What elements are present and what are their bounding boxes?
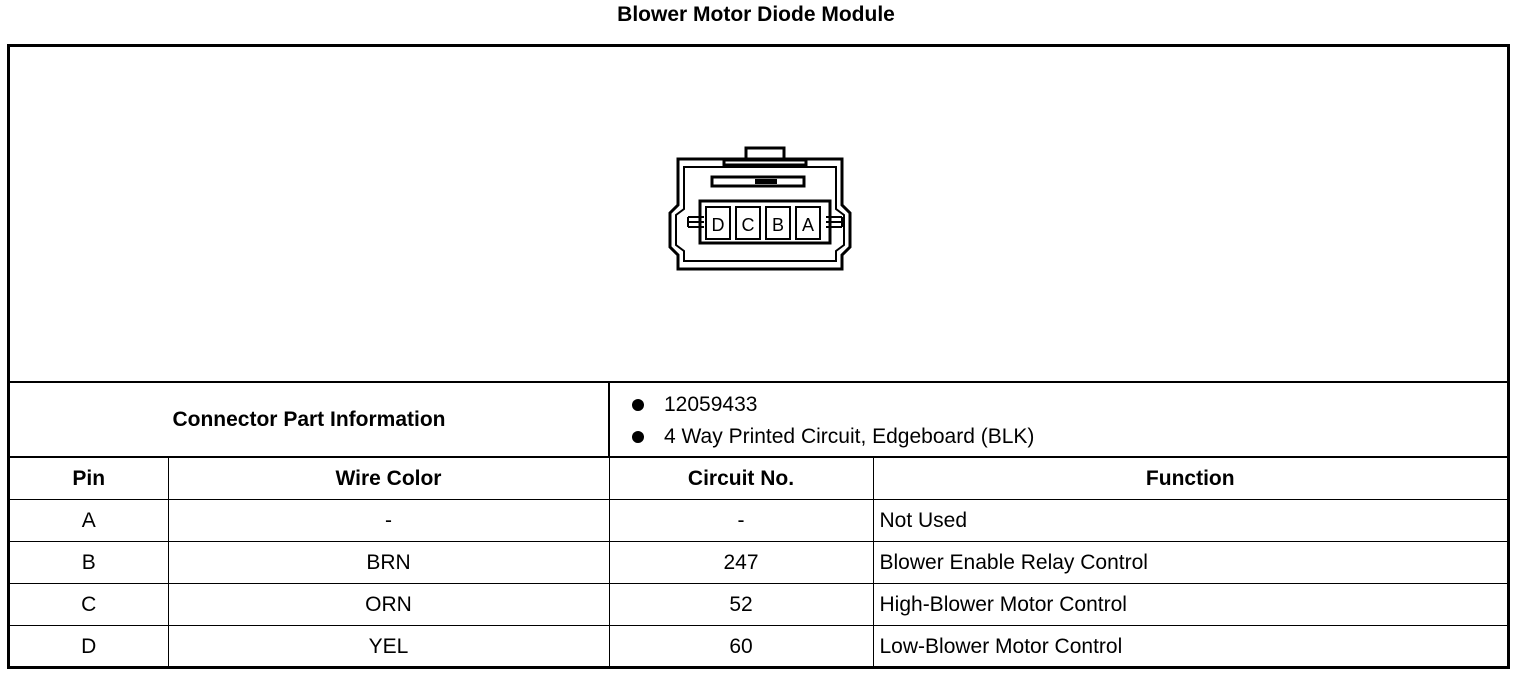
- cell-wire-color: BRN: [168, 542, 609, 584]
- cell-pin: A: [10, 500, 168, 542]
- connector-left-tab: [688, 217, 704, 227]
- cell-pin: C: [10, 584, 168, 626]
- pin-label-a: A: [801, 215, 815, 235]
- cell-function: Not Used: [873, 500, 1507, 542]
- connector-latch-key: [755, 179, 777, 184]
- cell-wire-color: -: [168, 500, 609, 542]
- pin-label-d: D: [711, 215, 725, 235]
- connector-diagram-area: [10, 47, 1507, 383]
- column-header-function: Function: [873, 458, 1507, 500]
- cell-circuit: -: [609, 500, 873, 542]
- connector-right-tab: [826, 217, 842, 227]
- table-header-row: [10, 458, 1507, 500]
- part-info-item: [632, 424, 1034, 450]
- table-row: [10, 500, 1507, 542]
- cell-function: Blower Enable Relay Control: [873, 542, 1507, 584]
- page-title: Blower Motor Diode Module: [617, 3, 895, 26]
- pin-label-c: C: [741, 215, 755, 235]
- connector-part-info-label: Connector Part Information: [172, 407, 446, 431]
- pin-label-b: B: [771, 215, 785, 235]
- cell-function: Low-Blower Motor Control: [873, 626, 1507, 668]
- cell-wire-color: YEL: [168, 626, 609, 668]
- pin-table: [10, 458, 1507, 667]
- part-info-item: [632, 392, 757, 418]
- cell-function: High-Blower Motor Control: [873, 584, 1507, 626]
- table-row: [10, 584, 1507, 626]
- column-header-pin: Pin: [10, 458, 168, 500]
- connector-part-info-row: [10, 383, 1507, 458]
- cell-circuit: 52: [609, 584, 873, 626]
- cell-pin: D: [10, 626, 168, 668]
- connector-table-frame: [7, 44, 1510, 669]
- part-number: 12059433: [664, 393, 758, 416]
- connector-part-info-values: [608, 383, 1509, 456]
- cell-circuit: 247: [609, 542, 873, 584]
- column-header-wire-color: Wire Color: [168, 458, 609, 500]
- table-row: [10, 626, 1507, 668]
- column-header-circuit: Circuit No.: [609, 458, 873, 500]
- cell-wire-color: ORN: [168, 584, 609, 626]
- connector-face-diagram: [660, 143, 870, 273]
- table-row: [10, 542, 1507, 584]
- cell-pin: B: [10, 542, 168, 584]
- part-description: 4 Way Printed Circuit, Edgeboard (BLK): [664, 425, 1035, 448]
- bullet-icon: [632, 399, 644, 411]
- cell-circuit: 60: [609, 626, 873, 668]
- bullet-icon: [632, 431, 644, 443]
- connector-latch-bar: [724, 160, 806, 165]
